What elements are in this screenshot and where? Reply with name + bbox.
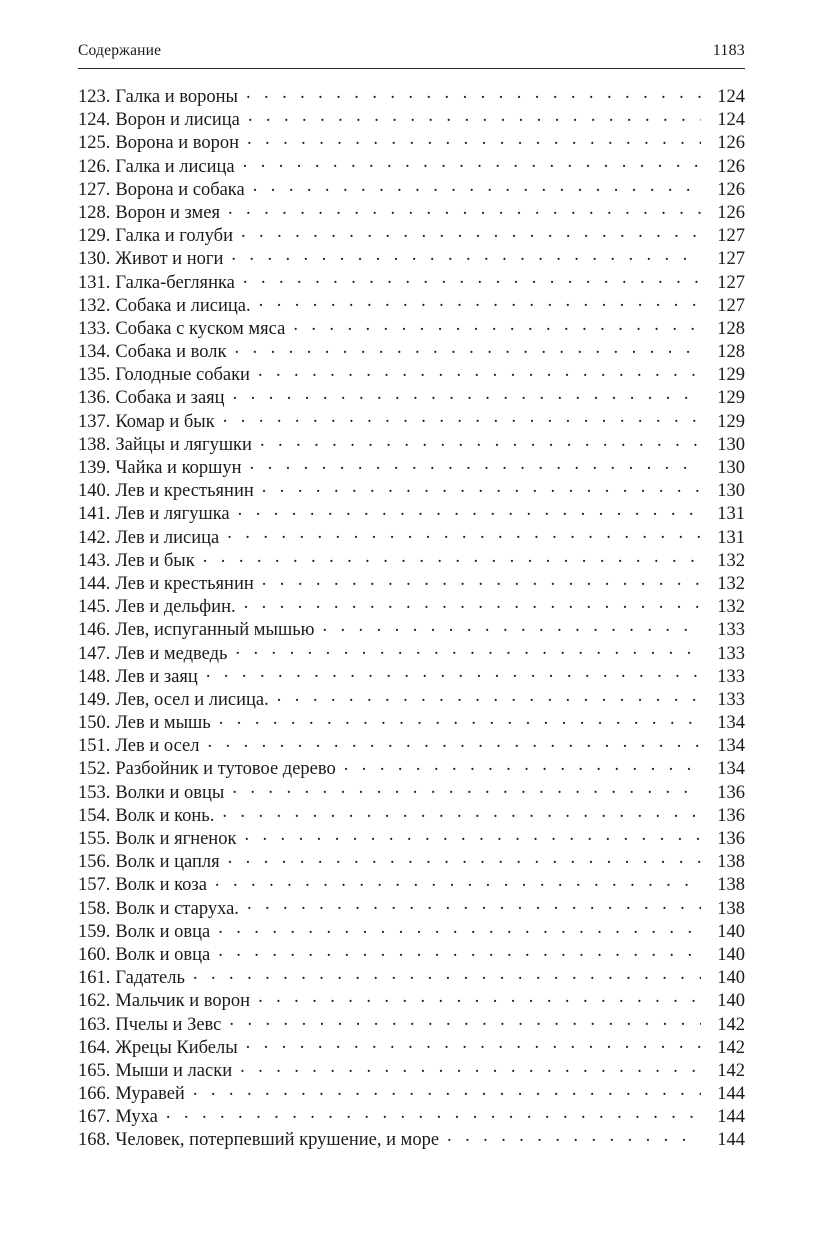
toc-entry-title: Ворона и собака bbox=[115, 179, 245, 200]
toc-entry-title: Лев и крестьянин bbox=[115, 481, 254, 502]
toc-entry[interactable] bbox=[78, 1012, 745, 1035]
toc-entry[interactable] bbox=[78, 919, 745, 942]
toc-leader-dots bbox=[228, 849, 701, 867]
toc-entry[interactable] bbox=[78, 617, 745, 640]
toc-entry[interactable] bbox=[78, 641, 745, 664]
toc-entry[interactable] bbox=[78, 223, 745, 246]
toc-entry-number: 126. bbox=[78, 156, 111, 177]
toc-entry[interactable] bbox=[78, 872, 745, 895]
toc-entry-number: 139. bbox=[78, 458, 111, 478]
running-head-title: Содержание bbox=[78, 42, 162, 59]
toc-entry-title: Ворон и лисица bbox=[115, 110, 240, 131]
toc-entry-title: Лев, испуганный мышью bbox=[115, 620, 315, 641]
toc-entry-page: 124 bbox=[717, 87, 745, 107]
toc-entry-page: 127 bbox=[717, 249, 745, 270]
toc-entry-page: 136 bbox=[717, 829, 745, 849]
toc-entry-title: Волк и конь. bbox=[115, 805, 215, 826]
toc-entry-title: Голодные собаки bbox=[115, 365, 250, 386]
toc-entry-number: 154. bbox=[78, 805, 111, 826]
toc-entry-title: Мальчик и ворон bbox=[115, 991, 251, 1012]
toc-entry-number: 158. bbox=[78, 898, 111, 919]
toc-entry-page: 144 bbox=[717, 1084, 745, 1105]
toc-entry-page: 129 bbox=[717, 365, 745, 386]
toc-entry-title: Лев и дельфин. bbox=[115, 597, 236, 618]
toc-entry-title: Ворон и змея bbox=[115, 202, 220, 223]
toc-entry-title: Собака и заяц bbox=[115, 388, 225, 409]
toc-entry-page: 131 bbox=[717, 527, 745, 548]
toc-entry-page: 133 bbox=[717, 689, 745, 710]
toc-leader-dots bbox=[235, 339, 702, 357]
toc-leader-dots bbox=[235, 641, 701, 659]
toc-leader-dots bbox=[206, 664, 701, 682]
toc-entry-title: Лев и лягушка bbox=[115, 504, 230, 525]
toc-entry-number: 129. bbox=[78, 226, 111, 247]
toc-leader-dots bbox=[260, 432, 701, 450]
toc-entry-number: 152. bbox=[78, 759, 111, 780]
toc-entry-page: 140 bbox=[717, 944, 745, 965]
toc-leader-dots bbox=[193, 1081, 701, 1099]
toc-entry[interactable] bbox=[78, 177, 745, 200]
toc-entry[interactable] bbox=[78, 270, 745, 293]
toc-entry-number: 144. bbox=[78, 573, 111, 594]
toc-leader-dots bbox=[247, 896, 701, 914]
toc-entry[interactable] bbox=[78, 200, 745, 223]
toc-entry-page: 132 bbox=[717, 550, 745, 571]
toc-entry[interactable] bbox=[78, 293, 745, 316]
toc-entry-page: 140 bbox=[717, 991, 745, 1012]
toc-entry-number: 167. bbox=[78, 1107, 111, 1128]
toc-entry-title: Гадатель bbox=[115, 968, 185, 989]
toc-entry[interactable] bbox=[78, 316, 745, 339]
toc-leader-dots bbox=[262, 478, 701, 496]
toc-entry-number: 161. bbox=[78, 968, 111, 989]
toc-entry-title: Пчелы и Зевс bbox=[115, 1014, 222, 1035]
toc-entry-title: Лев и крестьянин bbox=[115, 573, 254, 594]
toc-entry[interactable] bbox=[78, 664, 745, 687]
toc-entry-title: Лев, осел и лисица. bbox=[115, 689, 269, 710]
toc-entry-number: 140. bbox=[78, 481, 111, 502]
toc-entry-page: 127 bbox=[717, 272, 745, 293]
toc-entry-number: 149. bbox=[78, 689, 111, 710]
toc-leader-dots bbox=[241, 223, 701, 241]
toc-leader-dots bbox=[233, 385, 701, 403]
toc-entry-page: 128 bbox=[717, 342, 745, 363]
toc-entry-number: 127. bbox=[78, 179, 111, 200]
toc-entry-page: 128 bbox=[717, 318, 745, 339]
toc-leader-dots bbox=[240, 1058, 701, 1076]
toc-entry-number: 148. bbox=[78, 666, 111, 687]
toc-entry[interactable] bbox=[78, 710, 745, 733]
toc-entry-title: Чайка и коршун bbox=[115, 458, 242, 478]
toc-entry[interactable] bbox=[78, 594, 745, 617]
toc-entry-title: Лев и бык bbox=[115, 550, 195, 571]
toc-leader-dots bbox=[253, 177, 701, 195]
toc-entry-number: 134. bbox=[78, 342, 111, 363]
toc-entry-title: Разбойник и тутовое дерево bbox=[115, 759, 336, 780]
toc-entry[interactable] bbox=[78, 1127, 745, 1150]
toc-leader-dots bbox=[262, 571, 701, 589]
toc-leader-dots bbox=[243, 270, 701, 288]
toc-entry-number: 153. bbox=[78, 782, 111, 803]
toc-entry[interactable] bbox=[78, 385, 745, 408]
toc-leader-dots bbox=[193, 965, 701, 983]
toc-entry-page: 138 bbox=[717, 875, 745, 896]
running-head-page-number: 1183 bbox=[712, 42, 745, 59]
toc-entry-page: 130 bbox=[717, 434, 745, 455]
toc-entry-page: 126 bbox=[717, 133, 745, 154]
toc-leader-dots bbox=[238, 501, 701, 519]
toc-entry-page: 124 bbox=[717, 110, 745, 131]
toc-entry-number: 141. bbox=[78, 504, 111, 525]
toc-entry-page: 142 bbox=[717, 1037, 745, 1058]
toc-entry-page: 126 bbox=[717, 202, 745, 223]
toc-leader-dots bbox=[218, 919, 701, 937]
running-head bbox=[78, 42, 745, 60]
toc-entry[interactable] bbox=[78, 896, 745, 919]
toc-entry-number: 128. bbox=[78, 202, 111, 223]
toc-entry-page: 144 bbox=[717, 1107, 745, 1128]
toc-leader-dots bbox=[247, 130, 701, 148]
toc-entry[interactable] bbox=[78, 501, 745, 524]
toc-entry-number: 138. bbox=[78, 434, 111, 455]
toc-entry-page: 136 bbox=[717, 782, 745, 803]
toc-entry-number: 147. bbox=[78, 643, 111, 664]
toc-entry-page: 136 bbox=[717, 805, 745, 826]
toc-entry-number: 156. bbox=[78, 852, 111, 873]
toc-entry-title: Ворона и ворон bbox=[115, 133, 239, 154]
table-of-contents bbox=[78, 84, 745, 1151]
toc-entry-number: 164. bbox=[78, 1037, 111, 1058]
toc-leader-dots bbox=[258, 988, 701, 1006]
toc-entry-page: 129 bbox=[717, 388, 745, 409]
toc-leader-dots bbox=[277, 687, 701, 705]
toc-entry-number: 159. bbox=[78, 921, 111, 942]
toc-entry-title: Волк и цапля bbox=[115, 852, 220, 873]
toc-entry[interactable] bbox=[78, 1035, 745, 1058]
toc-entry-number: 125. bbox=[78, 133, 111, 154]
toc-entry[interactable] bbox=[78, 803, 745, 826]
toc-leader-dots bbox=[322, 617, 701, 635]
toc-entry-title: Муравей bbox=[115, 1084, 185, 1105]
toc-entry-title: Волк и овца bbox=[115, 944, 211, 965]
toc-entry-title: Волк и коза bbox=[115, 875, 207, 896]
toc-entry[interactable] bbox=[78, 84, 745, 107]
toc-entry-number: 155. bbox=[78, 829, 111, 849]
toc-leader-dots bbox=[222, 803, 701, 821]
toc-leader-dots bbox=[207, 733, 701, 751]
toc-entry-number: 143. bbox=[78, 550, 111, 571]
toc-entry-number: 168. bbox=[78, 1130, 111, 1151]
toc-entry-number: 136. bbox=[78, 388, 111, 409]
toc-entry-page: 138 bbox=[717, 852, 745, 873]
toc-entry-title: Жрецы Кибелы bbox=[115, 1037, 238, 1058]
toc-entry[interactable] bbox=[78, 525, 745, 548]
toc-entry-title: Человек, потерпевший крушение, и море bbox=[115, 1130, 440, 1151]
toc-entry-number: 146. bbox=[78, 620, 111, 641]
toc-leader-dots bbox=[229, 1012, 701, 1030]
toc-entry-number: 162. bbox=[78, 991, 111, 1012]
toc-entry[interactable] bbox=[78, 107, 745, 130]
toc-entry-title: Волк и старуха. bbox=[115, 898, 239, 919]
toc-entry-title: Волк и овца bbox=[115, 921, 211, 942]
toc-entry-page: 138 bbox=[717, 898, 745, 919]
toc-entry-page: 126 bbox=[717, 179, 745, 200]
toc-leader-dots bbox=[344, 756, 701, 774]
toc-entry-page: 134 bbox=[717, 713, 745, 734]
toc-entry[interactable] bbox=[78, 826, 745, 849]
toc-entry-page: 131 bbox=[717, 504, 745, 525]
toc-entry-page: 133 bbox=[717, 643, 745, 664]
toc-entry[interactable] bbox=[78, 432, 745, 455]
toc-entry-page: 132 bbox=[717, 597, 745, 618]
toc-entry-page: 133 bbox=[717, 620, 745, 641]
toc-entry-title: Лев и мышь bbox=[115, 713, 211, 734]
toc-entry[interactable] bbox=[78, 687, 745, 710]
toc-entry[interactable] bbox=[78, 339, 745, 362]
toc-entry-number: 165. bbox=[78, 1060, 111, 1081]
toc-entry-title: Собака и лисица. bbox=[115, 295, 251, 316]
toc-leader-dots bbox=[246, 84, 701, 102]
toc-entry-page: 142 bbox=[717, 1014, 745, 1035]
toc-entry-number: 163. bbox=[78, 1014, 111, 1035]
toc-entry-title: Лев и лисица bbox=[115, 527, 220, 548]
toc-entry[interactable] bbox=[78, 130, 745, 153]
toc-leader-dots bbox=[246, 1035, 701, 1053]
toc-entry[interactable] bbox=[78, 548, 745, 571]
toc-leader-dots bbox=[243, 154, 701, 172]
toc-entry-number: 123. bbox=[78, 87, 111, 107]
toc-entry[interactable] bbox=[78, 780, 745, 803]
toc-entry-page: 127 bbox=[717, 226, 745, 247]
toc-entry-number: 135. bbox=[78, 365, 111, 386]
toc-entry-title: Галка и голуби bbox=[115, 226, 233, 247]
toc-entry-number: 160. bbox=[78, 944, 111, 965]
toc-leader-dots bbox=[258, 362, 701, 380]
toc-leader-dots bbox=[228, 200, 701, 218]
toc-leader-dots bbox=[244, 594, 701, 612]
toc-entry-number: 124. bbox=[78, 110, 111, 131]
toc-entry-title: Волки и овцы bbox=[115, 782, 225, 803]
toc-entry-number: 157. bbox=[78, 875, 111, 896]
toc-leader-dots bbox=[219, 710, 701, 728]
header-divider bbox=[78, 68, 745, 69]
toc-leader-dots bbox=[223, 409, 701, 427]
toc-entry-page: 130 bbox=[717, 458, 745, 478]
toc-entry[interactable] bbox=[78, 455, 745, 478]
toc-entry-page: 134 bbox=[717, 759, 745, 780]
toc-entry-title: Галка-беглянка bbox=[115, 272, 235, 293]
toc-leader-dots bbox=[447, 1127, 701, 1145]
toc-leader-dots bbox=[231, 246, 701, 264]
toc-entry[interactable] bbox=[78, 1081, 745, 1104]
toc-entry[interactable] bbox=[78, 1104, 745, 1127]
toc-entry-title: Собака с куском мяса bbox=[115, 318, 286, 339]
toc-entry[interactable] bbox=[78, 362, 745, 385]
toc-entry[interactable] bbox=[78, 733, 745, 756]
toc-entry[interactable] bbox=[78, 1058, 745, 1081]
toc-leader-dots bbox=[203, 548, 701, 566]
toc-leader-dots bbox=[248, 107, 701, 125]
toc-entry-number: 133. bbox=[78, 318, 111, 339]
toc-entry-number: 137. bbox=[78, 411, 111, 432]
toc-entry-page: 127 bbox=[717, 295, 745, 316]
toc-entry-page: 132 bbox=[717, 573, 745, 594]
toc-entry-title: Лев и заяц bbox=[115, 666, 198, 687]
toc-entry-title: Лев и осел bbox=[115, 736, 200, 757]
toc-entry[interactable] bbox=[78, 988, 745, 1011]
toc-leader-dots bbox=[166, 1104, 701, 1122]
toc-entry-number: 150. bbox=[78, 713, 111, 734]
toc-entry[interactable] bbox=[78, 756, 745, 779]
toc-entry-title: Галка и лисица bbox=[115, 156, 235, 177]
toc-entry-number: 132. bbox=[78, 295, 111, 316]
toc-entry-number: 130. bbox=[78, 249, 111, 270]
toc-entry-page: 140 bbox=[717, 968, 745, 989]
toc-entry-title: Лев и медведь bbox=[115, 643, 228, 664]
toc-leader-dots bbox=[218, 942, 701, 960]
toc-entry-page: 142 bbox=[717, 1060, 745, 1081]
toc-entry-title: Собака и волк bbox=[115, 342, 227, 363]
toc-entry-page: 126 bbox=[717, 156, 745, 177]
toc-entry[interactable] bbox=[78, 849, 745, 872]
toc-entry-page: 134 bbox=[717, 736, 745, 757]
toc-entry-title: Мыши и ласки bbox=[115, 1060, 233, 1081]
toc-entry-number: 151. bbox=[78, 736, 111, 757]
toc-entry-title: Комар и бык bbox=[115, 411, 215, 432]
toc-entry[interactable] bbox=[78, 478, 745, 501]
toc-leader-dots bbox=[215, 872, 701, 890]
toc-entry-page: 140 bbox=[717, 921, 745, 942]
toc-entry[interactable] bbox=[78, 154, 745, 177]
toc-entry[interactable] bbox=[78, 942, 745, 965]
toc-entry-page: 130 bbox=[717, 481, 745, 502]
toc-entry-title: Зайцы и лягушки bbox=[115, 434, 252, 455]
toc-entry-page: 133 bbox=[717, 666, 745, 687]
toc-entry-number: 131. bbox=[78, 272, 111, 293]
toc-leader-dots bbox=[259, 293, 701, 311]
toc-entry-page: 144 bbox=[717, 1130, 745, 1151]
toc-leader-dots bbox=[244, 826, 701, 844]
toc-entry[interactable] bbox=[78, 409, 745, 432]
toc-entry-number: 145. bbox=[78, 597, 111, 618]
toc-entry[interactable] bbox=[78, 246, 745, 269]
toc-leader-dots bbox=[232, 780, 701, 798]
toc-leader-dots bbox=[227, 525, 701, 543]
toc-leader-dots bbox=[293, 316, 701, 334]
toc-entry-number: 166. bbox=[78, 1084, 111, 1105]
toc-entry-title: Муха bbox=[115, 1107, 158, 1128]
toc-entry-title: Живот и ноги bbox=[115, 249, 224, 270]
toc-entry-page: 129 bbox=[717, 411, 745, 432]
toc-entry-title: Волк и ягненок bbox=[115, 829, 237, 849]
toc-entry[interactable] bbox=[78, 571, 745, 594]
toc-leader-dots bbox=[250, 455, 701, 473]
toc-entry-title: Галка и вороны bbox=[115, 87, 238, 107]
toc-entry-number: 142. bbox=[78, 527, 111, 548]
toc-entry[interactable] bbox=[78, 965, 745, 988]
